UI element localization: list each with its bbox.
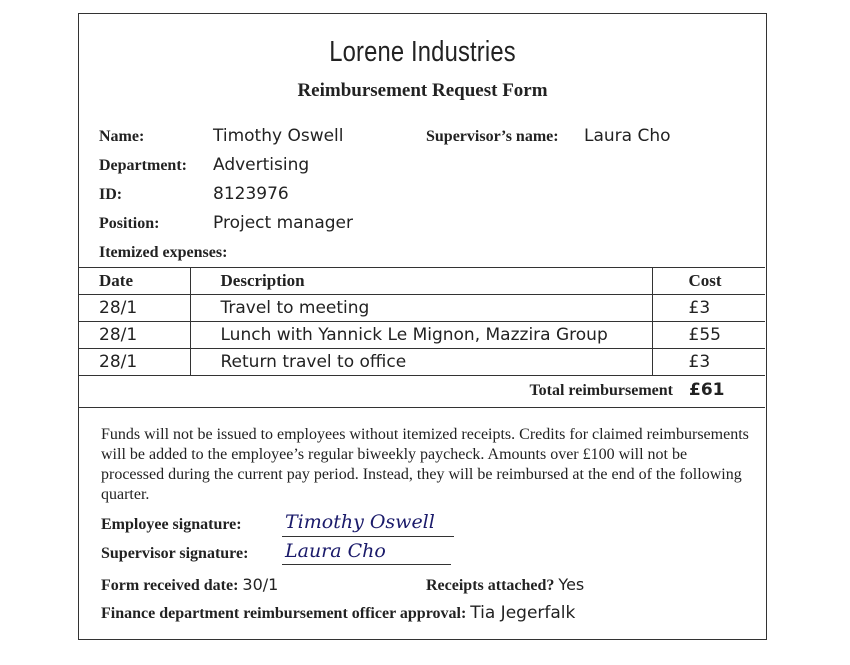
id-value: 8123976 bbox=[213, 184, 289, 204]
approval-value: Tia Jegerfalk bbox=[470, 603, 576, 623]
policy-notice: Funds will not be issued to employees without itemized receipts. Credits for claimed reimbursements will be added to the employee’s regular biweekly paycheck. Amounts over £100 will not be processed during the current pay period. Instead, they will be reimbursed at the end of the following quarter. bbox=[101, 426, 749, 503]
receipts-attached-value: Yes bbox=[558, 575, 585, 594]
total-value: £61 bbox=[689, 380, 725, 400]
expense-date: 28/1 bbox=[79, 349, 190, 376]
total-row bbox=[79, 376, 765, 408]
total-label: Total reimbursement bbox=[529, 382, 673, 399]
employee-signature-line bbox=[282, 536, 454, 537]
approval-label: Finance department reimbursement officer approval: Tia Jegerfalk bbox=[101, 603, 576, 623]
position-label: Position: bbox=[99, 215, 160, 232]
department-value: Advertising bbox=[213, 155, 310, 175]
position-value: Project manager bbox=[213, 213, 353, 233]
table-row bbox=[79, 295, 765, 322]
name-value: Timothy Oswell bbox=[213, 126, 344, 146]
company-name: Lorene Industries bbox=[329, 36, 516, 68]
id-label: ID: bbox=[99, 186, 123, 203]
date-header: Date bbox=[79, 268, 190, 295]
supervisor-name-value: Laura Cho bbox=[584, 126, 671, 146]
supervisor-signature-label: Supervisor signature: bbox=[101, 545, 249, 562]
supervisor-name-label: Supervisor’s name: bbox=[426, 128, 559, 145]
supervisor-signature-line bbox=[282, 564, 451, 565]
description-header: Description bbox=[190, 268, 652, 295]
expense-cost: £3 bbox=[652, 349, 765, 376]
expense-date: 28/1 bbox=[79, 295, 190, 322]
supervisor-signature: Laura Cho bbox=[285, 540, 386, 562]
table-row bbox=[79, 322, 765, 349]
department-label: Department: bbox=[99, 157, 187, 174]
table-row bbox=[79, 349, 765, 376]
name-label: Name: bbox=[99, 128, 145, 145]
employee-signature-label: Employee signature: bbox=[101, 516, 242, 533]
received-date-label: Form received date: 30/1 bbox=[101, 575, 279, 594]
expense-description: Lunch with Yannick Le Mignon, Mazzira Group bbox=[190, 322, 652, 349]
expense-description: Travel to meeting bbox=[190, 295, 652, 322]
expense-date: 28/1 bbox=[79, 322, 190, 349]
employee-signature: Timothy Oswell bbox=[285, 511, 435, 533]
received-date-value: 30/1 bbox=[242, 575, 279, 594]
expenses-table bbox=[79, 267, 765, 376]
cost-header: Cost bbox=[652, 268, 765, 295]
receipts-attached-label: Receipts attached? Yes bbox=[426, 575, 585, 594]
expense-description: Return travel to office bbox=[190, 349, 652, 376]
expense-cost: £3 bbox=[652, 295, 765, 322]
expense-cost: £55 bbox=[652, 322, 765, 349]
table-header-row bbox=[79, 268, 765, 295]
itemized-expenses-label: Itemized expenses: bbox=[99, 244, 228, 261]
reimbursement-form bbox=[78, 13, 767, 640]
form-title: Reimbursement Request Form bbox=[297, 80, 548, 101]
